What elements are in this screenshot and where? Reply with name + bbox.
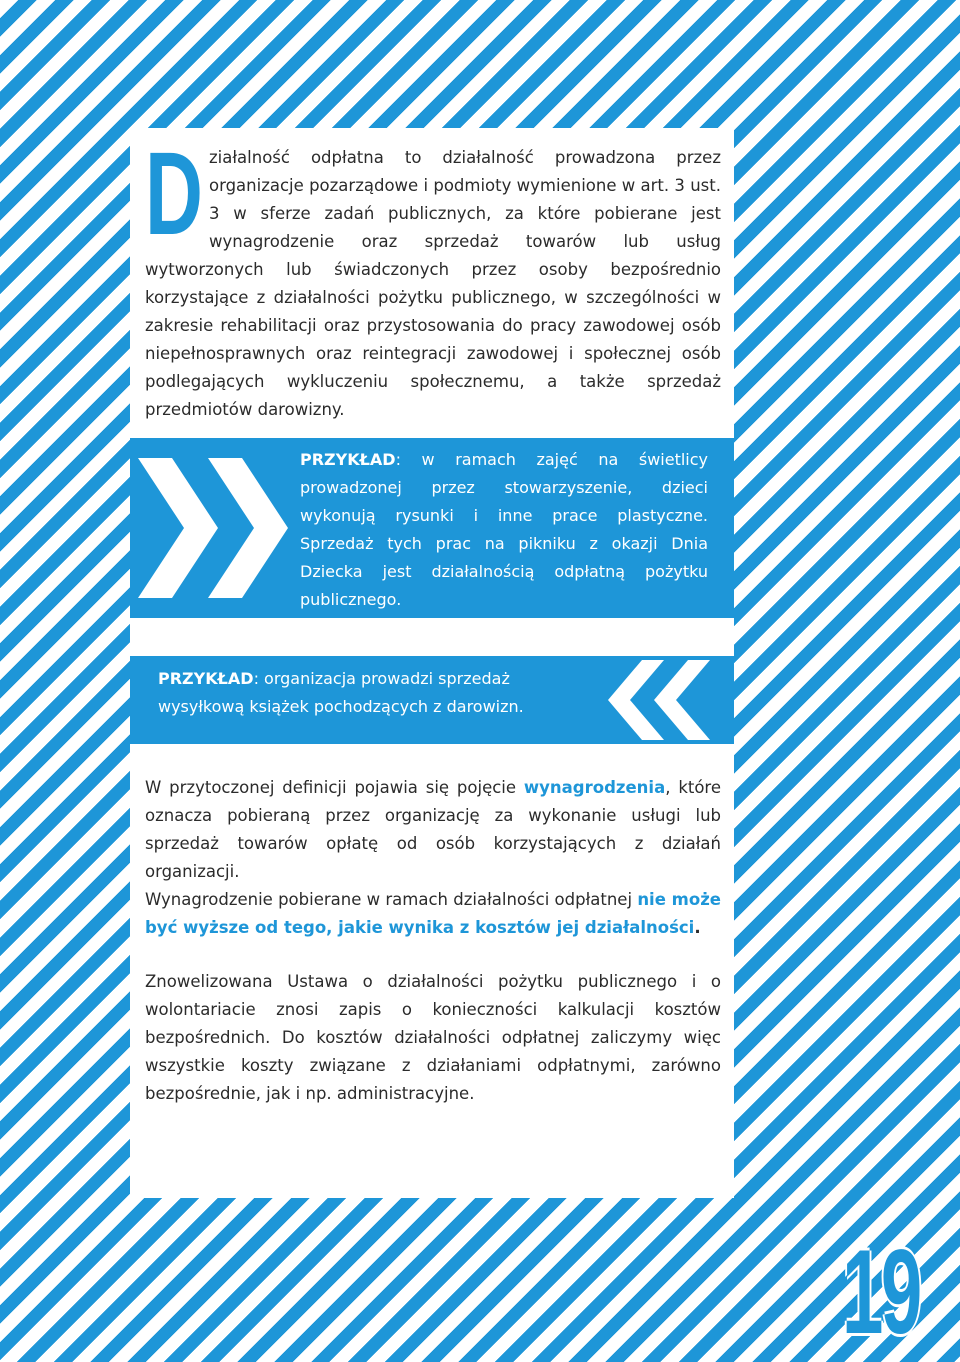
definition-text-2: , które oznacza pobieraną przez organizację za wykonanie usługi lub sprzedaż towarów opłatę od osób korzystających z działań organizacji. — [145, 778, 722, 881]
definition-paragraph — [145, 774, 721, 942]
example-1-text — [300, 446, 708, 614]
chevron-1-icon — [138, 458, 218, 598]
chevrons-right-icon — [130, 438, 300, 618]
highlight-wynagrodzenia: wynagrodzenia — [523, 778, 666, 797]
definition-text-end: . — [694, 918, 701, 937]
drop-cap: D — [145, 128, 203, 260]
example-1-label: PRZYKŁAD — [300, 450, 396, 469]
example-2-text — [158, 665, 568, 721]
definition-text-3: Wynagrodzenie pobierane w ramach działalności odpłatnej — [145, 890, 638, 909]
example-1-body: : w ramach zajęć na świetlicy prowadzonej przez stowarzyszenie, dzieci wykonują rysunki i inne prace plastyczne. Sprzedaż tych prac na pikniku z okazji Dnia Dziecka jest działalnością odpłatną pożytku publicznego. — [300, 450, 708, 609]
example-2-body: : organizacja prowadzi sprzedaż wysyłkową książek pochodzących z darowizn. — [158, 669, 524, 716]
highlight-limit: nie może być wyższe od tego, jakie wynika z kosztów jej działalności — [145, 890, 721, 937]
example-2-label: PRZYKŁAD — [158, 669, 254, 688]
chevrons-left-icon — [584, 656, 734, 744]
amendment-text: Znowelizowana Ustawa o działalności pożytku publicznego i o wolontariacie znosi zapis o konieczności kalkulacji kosztów bezpośrednich. Do kosztów działalności odpłatnej zaliczymy więc wszystkie koszty związane z działaniami odpłatnymi, zarówno bezpośrednie, jak i np. administracyjne. — [145, 972, 721, 1103]
chevron-2-icon — [208, 458, 288, 598]
definition-text-1: W przytoczonej definicji pojawia się pojęcie — [145, 778, 524, 797]
amendment-paragraph — [145, 968, 721, 1108]
chevron-4-icon — [654, 660, 710, 740]
intro-text: ziałalność odpłatna to działalność prowadzona przez organizacje pozarządowe i podmioty wymienione w art. 3 ust. 3 w sferze zadań publicznych, za które pobierane jest wynagrodzenie oraz sprzedaż towarów lub usług wytworzonych lub świadczonych przez osoby bezpośrednio korzystające z działalności pożytku publicznego, w szczególności w zakresie rehabilitacji oraz przystosowania do pracy zawodowej osób niepełnosprawnych oraz reintegracji zawodowej i społecznej osób podlegających wykluczeniu społecznemu, a także sprzedaż przedmiotów darowizny. — [145, 148, 721, 419]
page-number: 19 — [842, 1225, 920, 1359]
intro-paragraph — [145, 128, 721, 424]
